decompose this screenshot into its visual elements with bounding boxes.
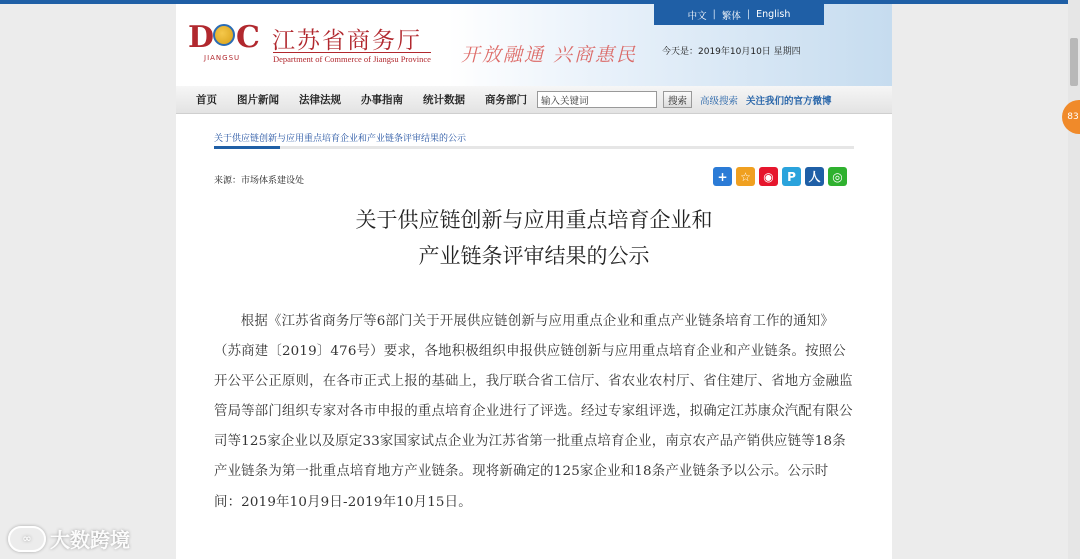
breadcrumb-divider bbox=[214, 146, 854, 149]
nav-item-departments[interactable]: 商务部门 bbox=[485, 94, 527, 106]
wechat-icon[interactable]: ◎ bbox=[828, 167, 847, 186]
article-body: 根据《江苏省商务厅等6部门关于开展供应链创新与应用重点企业和重点产业链条培育工作的通知》（苏商建〔2019〕476号）要求，各地积极组织申报供应链创新与应用重点培育企业和产业链条。按照公开公平公正原则，在各市正式上报的基础上，我厅联合省工信厅、省农业农村厅、省住建厅、省地方金融监管局等部门组织专家对各市申报的重点培育企业进行了评选。经过专家组评选，拟确定江苏康众汽配有限公司等125家企业以及原定33家国家试点企业为江苏省第一批重点培育企业，南京农产品产销供应链等18条产业链条为第一批重点培育地方产业链条。现将新确定的125家企业和18条产业链条予以公示。公示时间：2019年10月9日-2019年10月15日。 bbox=[214, 314, 853, 510]
lang-english-link[interactable]: English bbox=[756, 9, 791, 20]
org-name-cn: 江苏省商务厅 bbox=[272, 28, 422, 54]
nav-item-photo-news[interactable]: 图片新闻 bbox=[237, 94, 279, 106]
lang-traditional-link[interactable]: 繁体 bbox=[721, 10, 741, 22]
watermark bbox=[8, 524, 130, 553]
lang-chinese-link[interactable]: 中文 bbox=[687, 10, 707, 22]
weibo-follow-link[interactable]: 关注我们的官方微博 bbox=[746, 95, 832, 107]
nav-item-statistics[interactable]: 统计数据 bbox=[423, 94, 465, 106]
breadcrumb-divider-accent bbox=[214, 146, 280, 149]
search-input[interactable] bbox=[537, 91, 657, 108]
site-logo[interactable]: D C JIANGSU bbox=[188, 22, 264, 66]
main-nav bbox=[176, 86, 892, 114]
site-slogan: 开放融通 兴商惠民 bbox=[461, 44, 638, 66]
page-scrollbar[interactable] bbox=[1068, 0, 1080, 559]
tencent-weibo-icon[interactable]: P bbox=[782, 167, 801, 186]
article-source: 来源：市场体系建设处 bbox=[214, 176, 305, 186]
favorite-star-icon[interactable]: ☆ bbox=[736, 167, 755, 186]
weibo-icon[interactable]: ◉ bbox=[759, 167, 778, 186]
article-title bbox=[176, 202, 892, 274]
search-button[interactable]: 搜索 bbox=[663, 91, 692, 108]
article-title-line-2: 产业链条评审结果的公示 bbox=[418, 244, 650, 268]
watermark-text: 大数跨境 bbox=[50, 528, 130, 552]
advanced-search-link[interactable]: 高级搜索 bbox=[700, 95, 739, 107]
floating-badge[interactable]: 83 bbox=[1062, 100, 1080, 134]
scrollbar-thumb[interactable] bbox=[1070, 38, 1078, 86]
nav-item-guide[interactable]: 办事指南 bbox=[361, 94, 403, 106]
current-date: 今天是：2019年10月10日 星期四 bbox=[662, 47, 801, 57]
share-more-icon[interactable]: + bbox=[713, 167, 732, 186]
nav-item-home[interactable]: 首页 bbox=[196, 94, 217, 106]
lang-separator: | bbox=[746, 9, 751, 20]
org-name-en: Department of Commerce of Jiangsu Province bbox=[273, 54, 431, 64]
renren-icon[interactable]: 人 bbox=[805, 167, 824, 186]
language-bar bbox=[654, 4, 824, 25]
watermark-logo-icon: ∞ bbox=[8, 526, 46, 552]
page-container bbox=[176, 4, 892, 559]
globe-icon bbox=[213, 24, 235, 46]
logo-subtitle: JIANGSU bbox=[204, 54, 241, 62]
lang-separator: | bbox=[712, 9, 716, 20]
nav-item-laws[interactable]: 法律法规 bbox=[299, 94, 341, 106]
share-toolbar bbox=[713, 167, 847, 186]
article-title-line-1: 关于供应链创新与应用重点培育企业和 bbox=[355, 208, 713, 232]
site-header bbox=[176, 4, 892, 86]
breadcrumb[interactable]: 关于供应链创新与应用重点培育企业和产业链条评审结果的公示 bbox=[214, 134, 467, 144]
